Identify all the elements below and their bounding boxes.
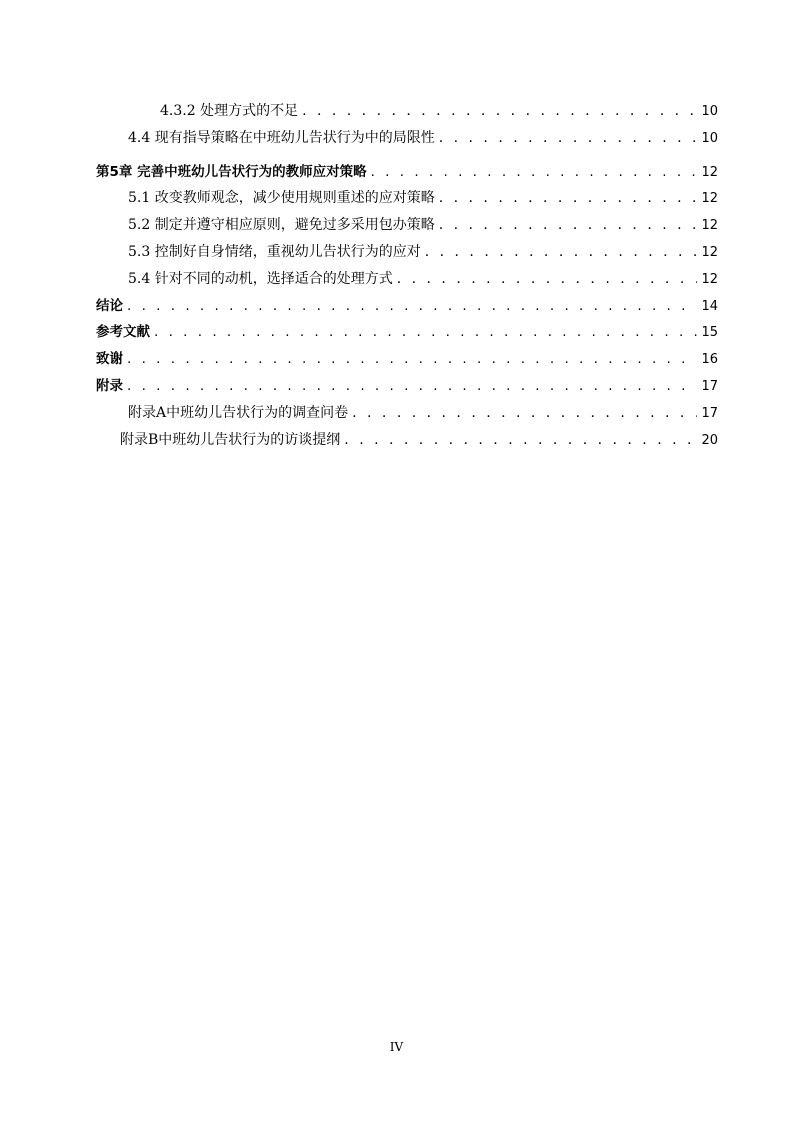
toc-entry-5-3[interactable] <box>96 239 718 266</box>
toc-entry-title: 4.3.2 处理方式的不足 <box>160 103 299 119</box>
toc-dot-leader <box>397 266 698 293</box>
toc-entry-page: 12 <box>701 244 718 260</box>
toc-entry-title: 第5章 完善中班幼儿告状行为的教师应对策略 <box>96 163 367 180</box>
toc-dot-leader <box>127 373 697 400</box>
toc-entry-5-2[interactable] <box>96 212 718 239</box>
toc-dot-leader <box>344 427 697 454</box>
toc-entry-4-4[interactable] <box>96 125 718 152</box>
toc-dot-leader <box>439 212 698 239</box>
toc-entry-title: 附录 <box>96 377 123 394</box>
toc-dot-leader <box>302 98 697 125</box>
toc-dot-leader <box>439 125 698 152</box>
toc-entry-title: 附录A中班幼儿告状行为的调查问卷 <box>128 404 349 421</box>
toc-entry-chapter-5[interactable] <box>96 159 718 186</box>
toc-dot-leader <box>127 346 697 373</box>
toc-entry-title: 4.4 现有指导策略在中班幼儿告状行为中的局限性 <box>128 129 435 146</box>
toc-dot-leader <box>425 239 698 266</box>
page-number: IV <box>389 1040 404 1054</box>
toc-entry-page: 10 <box>701 104 718 119</box>
toc-entry-page: 12 <box>701 164 718 180</box>
toc-dot-leader <box>371 159 698 186</box>
toc-entry-title: 5.4 针对不同的动机，选择适合的处理方式 <box>128 270 393 287</box>
toc-entry-title: 致谢 <box>96 351 123 368</box>
toc-entry-page: 14 <box>701 298 718 314</box>
toc-entry-page: 12 <box>701 218 718 234</box>
toc-dot-leader <box>352 400 697 427</box>
toc-entry-acknowledgements[interactable] <box>96 346 718 373</box>
toc-entry-references[interactable] <box>96 319 718 346</box>
toc-entry-appendix-a[interactable] <box>96 400 718 427</box>
toc-entry-appendix-b[interactable] <box>96 427 718 454</box>
toc-entry-title: 5.2 制定并遵守相应原则，避免过多采用包办策略 <box>128 217 435 234</box>
toc-entry-title: 5.3 控制好自身情绪，重视幼儿告状行为的应对 <box>128 243 421 260</box>
toc-entry-title: 参考文献 <box>96 324 150 341</box>
toc-entry-page: 15 <box>701 325 718 341</box>
table-of-contents <box>96 98 718 453</box>
toc-entry-5-1[interactable] <box>96 185 718 212</box>
toc-entry-4-3-2[interactable] <box>96 98 718 125</box>
toc-entry-title: 5.1 改变教师观念，减少使用规则重述的应对策略 <box>128 190 435 207</box>
toc-entry-page: 16 <box>701 352 718 368</box>
toc-entry-conclusion[interactable] <box>96 293 718 320</box>
toc-dot-leader <box>127 293 697 320</box>
toc-entry-page: 20 <box>701 432 718 448</box>
toc-entry-5-4[interactable] <box>96 266 718 293</box>
toc-entry-page: 12 <box>701 191 718 207</box>
toc-entry-page: 10 <box>701 130 718 146</box>
toc-entry-page: 17 <box>701 405 718 421</box>
toc-entry-page: 17 <box>701 378 718 394</box>
toc-entry-title: 附录B中班幼儿告状行为的访谈提纲 <box>120 431 341 448</box>
toc-entry-appendix[interactable] <box>96 373 718 400</box>
toc-dot-leader <box>154 319 697 346</box>
toc-dot-leader <box>439 185 698 212</box>
toc-entry-title: 结论 <box>96 297 123 314</box>
toc-entry-page: 12 <box>701 271 718 287</box>
